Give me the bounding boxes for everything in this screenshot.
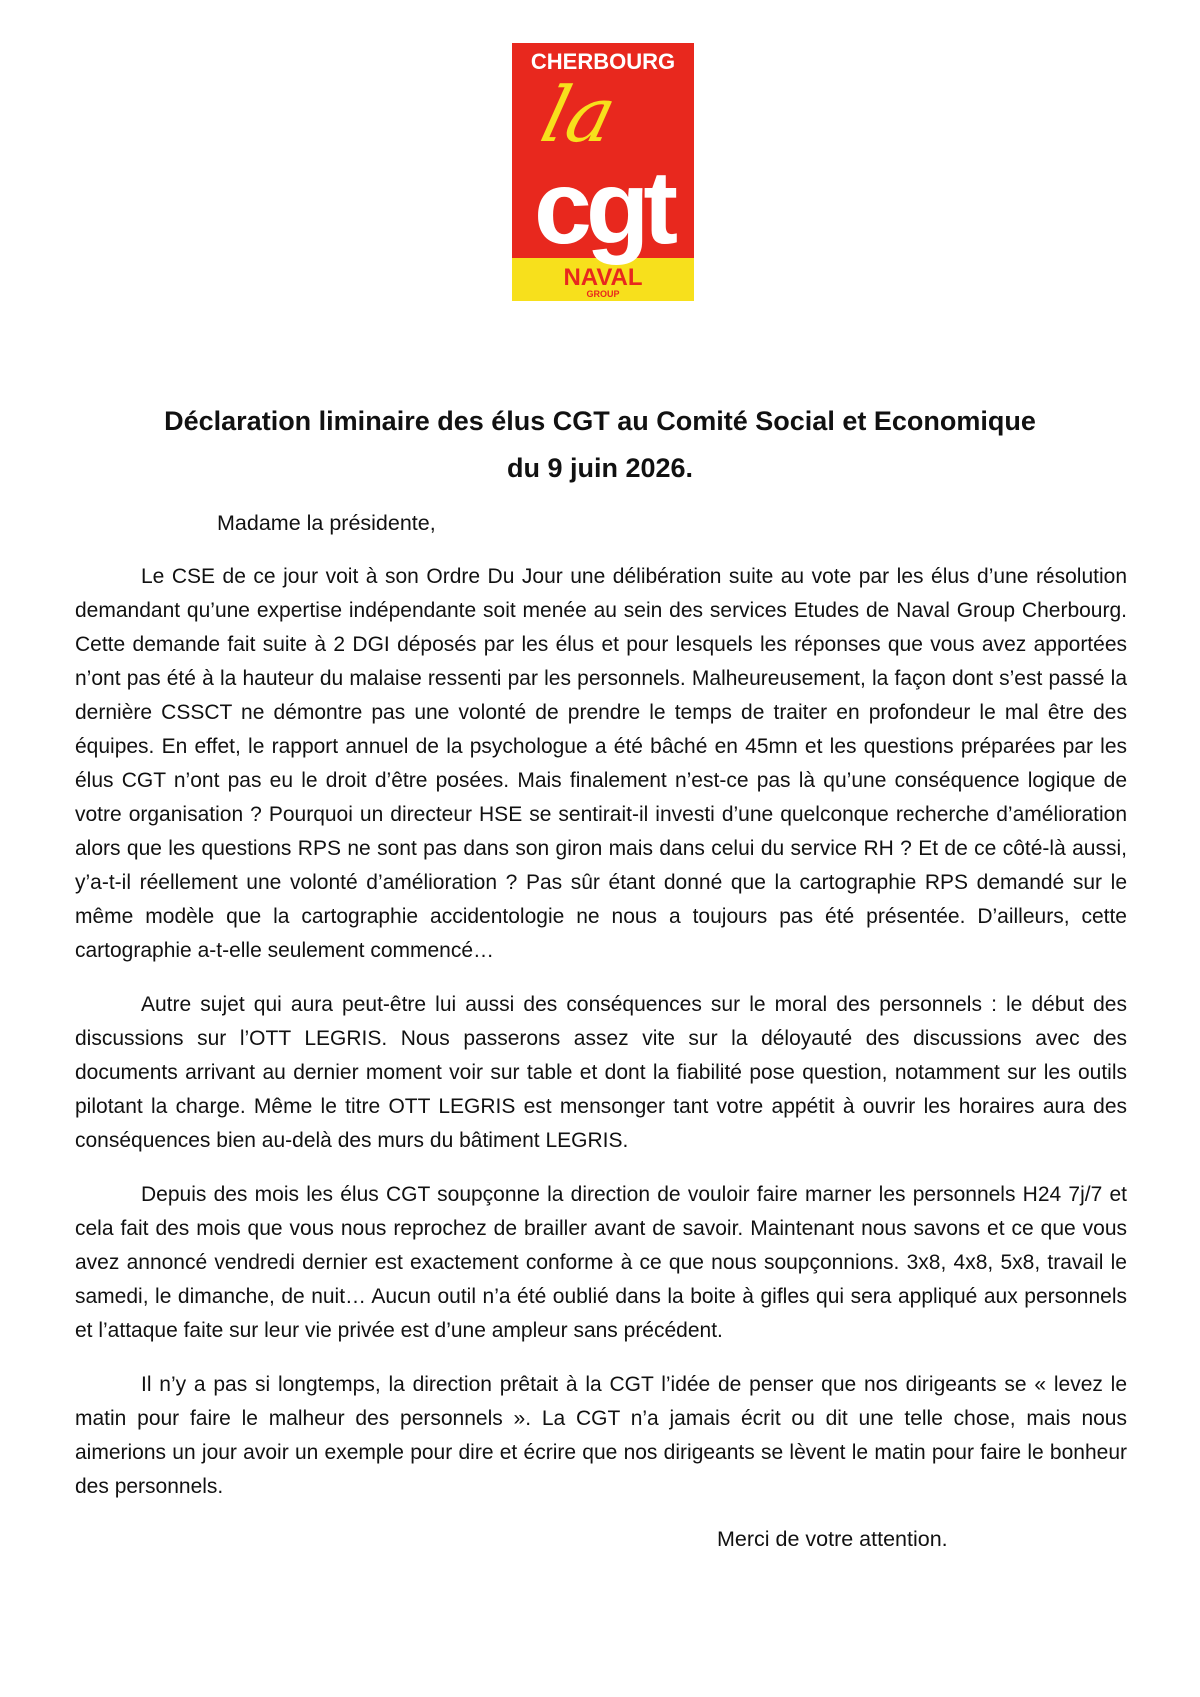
document-title bbox=[0, 398, 1200, 492]
body-paragraph: Depuis des mois les élus CGT soupçonne la direction de vouloir faire marner les personnels H24 7j/7 et cela fait des mois que vous nous reprochez de brailler avant de savoir. Maintenant nous savons et ce que vous avez annoncé vendredi dernier est exactement conforme à ce que nous soupçonnions. 3x8, 4x8, 5x8, travail le samedi, le dimanche, de nuit… Aucun outil n’a été oublié dans la boite à gifles qui sera appliqué aux personnels et l’attaque faite sur leur vie privée est d’une ampleur sans précédent. bbox=[75, 1183, 1127, 1342]
logo-company-text: NAVAL bbox=[563, 264, 643, 291]
body-paragraph: Le CSE de ce jour voit à son Ordre Du Jour une délibération suite au vote par les élus d’une résolution demandant qu’une expertise indépendante soit menée au sein des services Etudes de Naval Group Cherbourg. Cette demande fait suite à 2 DGI déposés par les élus et pour lesquels les réponses que vous avez apportées n’ont pas été à la hauteur du malaise ressenti par les personnels. Malheureusement, la façon dont s’est passé la dernière CSSCT ne démontre pas une volonté de prendre le temps de traiter en profondeur le mal être des équipes. En effet, le rapport annuel de la psychologue a été bâché en 45mn et les questions préparées par les élus CGT n’ont pas eu le droit d’être posées. Mais finalement n’est-ce pas là qu’une conséquence logique de votre organisation ? Pourquoi un directeur HSE se sentirait-il investi d’une quelconque recherche d’amélioration alors que les questions RPS ne sont pas dans son giron mais dans celui du service RH ? Et de ce côté-là aussi, y’a-t-il réellement une volonté d’amélioration ? Pas sûr étant donné que la cartographie RPS demandé sur le même modèle que la cartographie accidentologie ne nous a toujours pas été présentée. D’ailleurs, cette cartographie a-t-elle seulement commencé… bbox=[75, 565, 1127, 962]
document-body bbox=[75, 560, 1127, 1524]
logo-graphic bbox=[512, 43, 694, 301]
logo-main-text: cgt bbox=[534, 150, 672, 266]
logo-company-subtext: GROUP bbox=[586, 289, 620, 299]
body-paragraph: Il n’y a pas si longtemps, la direction prêtait à la CGT l’idée de penser que nos dirigeants se « levez le matin pour faire le malheur des personnels ». La CGT n’a jamais écrit ou dit une telle chose, mais nous aimerions un jour avoir un exemple pour dire et écrire que nos dirigeants se lèvent le matin pour faire le bonheur des personnels. bbox=[75, 1373, 1127, 1498]
closing-line: Merci de votre attention. bbox=[717, 1527, 948, 1551]
body-paragraph: Autre sujet qui aura peut-être lui aussi des conséquences sur le moral des personnels : le début des discussions sur l’OTT LEGRIS. Nous passerons assez vite sur la déloyauté des discussions avec des documents arrivant au dernier moment voir sur table et dont la fiabilité pose question, notamment sur les outils pilotant la charge. Même le titre OTT LEGRIS est mensonger tant votre appétit à ouvrir les horaires aura des conséquences bien au-delà des murs du bâtiment LEGRIS. bbox=[75, 993, 1127, 1152]
logo-top-text: CHERBOURG bbox=[530, 49, 676, 74]
logo-script-text: la bbox=[532, 71, 625, 160]
salutation: Madame la présidente, bbox=[217, 511, 436, 535]
title-line-1: Déclaration liminaire des élus CGT au Comité Social et Economique bbox=[164, 406, 1036, 436]
cgt-naval-group-logo bbox=[512, 43, 694, 301]
title-line-2: du 9 juin 2026. bbox=[506, 453, 694, 483]
